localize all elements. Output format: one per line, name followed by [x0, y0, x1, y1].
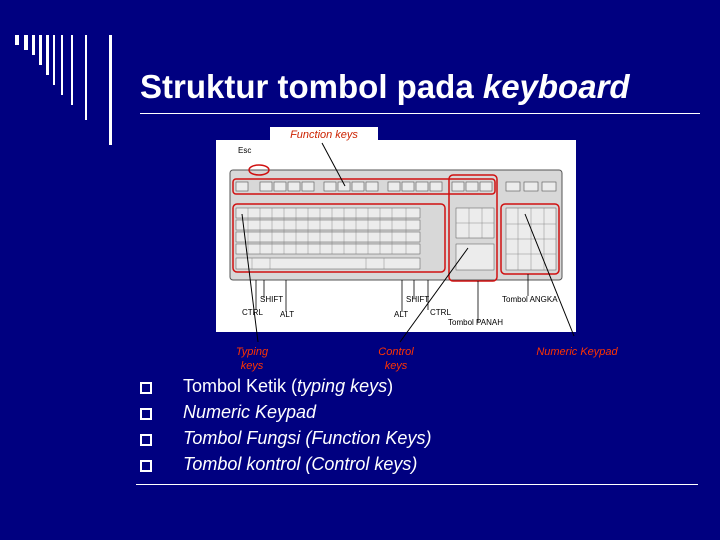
control-keys-callout: Control keys [378, 346, 414, 372]
bullet-text: Numeric Keypad [183, 402, 317, 422]
shift-right-label: SHIFT [406, 295, 430, 304]
typing-keys-callout: Typing keys [235, 346, 269, 372]
bullet-text: Tombol Fungsi (Function Keys) [183, 428, 432, 448]
tombol-angka-label: Tombol ANGKA [502, 295, 558, 304]
bullet-square-icon [140, 460, 152, 472]
tombol-panah-label: Tombol PANAH [448, 318, 503, 327]
bullet-text: Tombol kontrol (Control keys) [183, 454, 418, 474]
bullet-text: Tombol Ketik (typing keys) [183, 376, 394, 396]
bullet-square-icon [140, 434, 152, 446]
bottom-divider [136, 484, 698, 485]
alt-right-label: ALT [394, 310, 409, 319]
function-keys-label: Function keys [270, 127, 378, 143]
shift-left-label: SHIFT [260, 295, 284, 304]
ctrl-right-label: CTRL [430, 308, 451, 317]
numeric-keypad-callout: Numeric Keypad [536, 346, 618, 358]
alt-left-label: ALT [280, 310, 295, 319]
slide-title: Struktur tombol pada keyboard [140, 68, 630, 105]
ctrl-left-label: CTRL [242, 308, 263, 317]
bullet-square-icon [140, 382, 152, 394]
bullet-square-icon [140, 408, 152, 420]
esc-label: Esc [238, 146, 252, 155]
